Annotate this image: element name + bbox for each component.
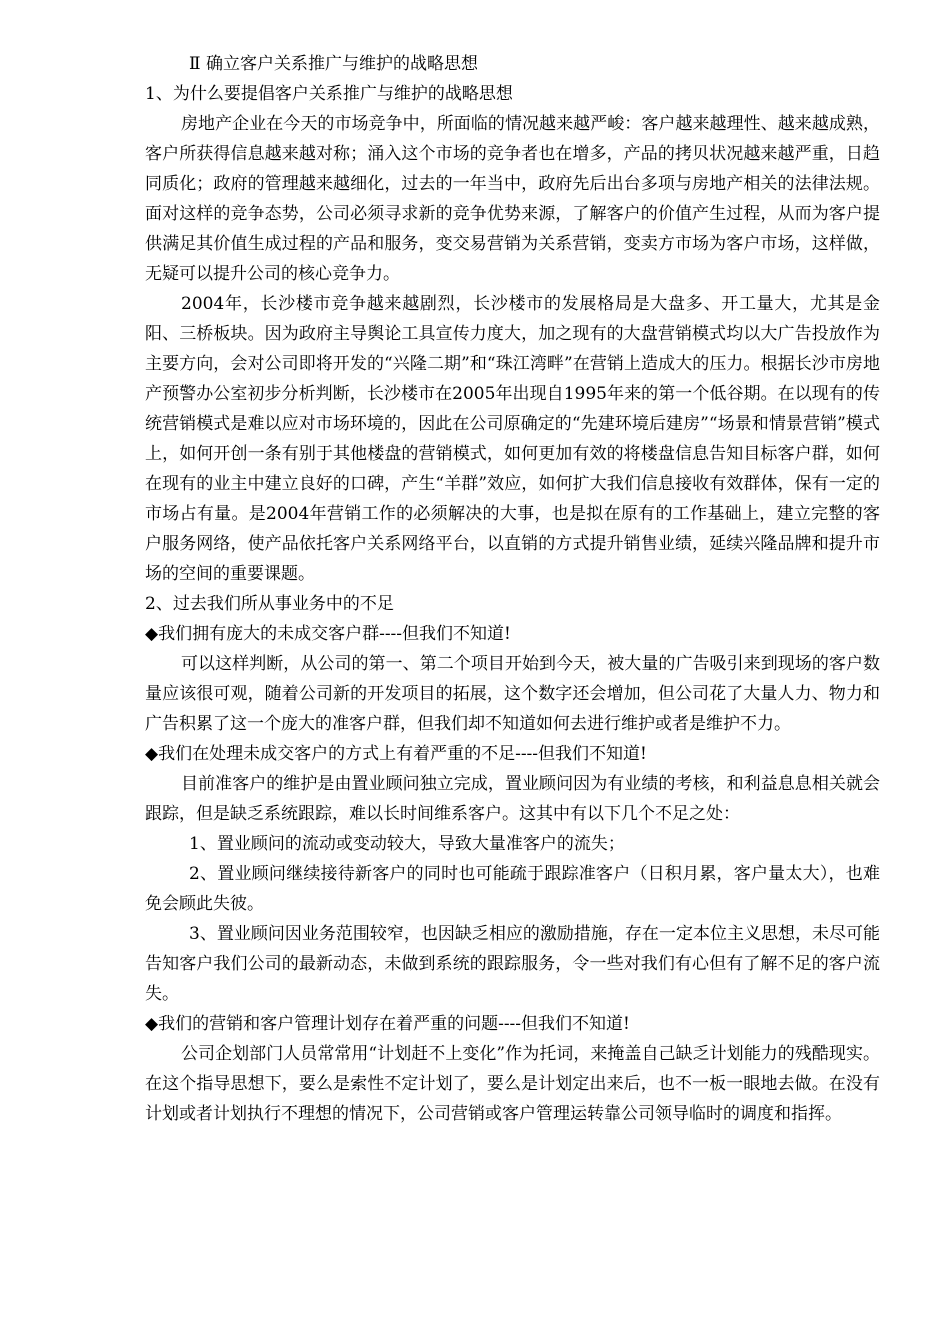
paragraph-market-competition: 房地产企业在今天的市场竞争中，所面临的情况越来越严峻：客户越来越理性、越来越成熟，客户所获得信息越来越对称；涌入这个市场的竞争者也在增多，产品的拷贝状况越来越严重，日趋同质化；政府的管理越来越细化，过去的一年当中，政府先后出台多项与房地产相关的法律法规。面对这样的竞争态势，公司必须寻求新的竞争优势来源，了解客户的价值产生过程，从而为客户提供满足其价值生成过程的产品和服务，变交易营销为关系营销，变卖方市场为客户市场，这样做，无疑可以提升公司的核心竞争力。 (145, 114, 880, 284)
paragraph-planning-reality: 公司企划部门人员常常用“计划赶不上变化”作为托词，来掩盖自己缺乏计划能力的残酷现实。在这个指导思想下，要么是索性不定计划了，要么是计划定出来后，也不一板一眼地去做。在没有计划或者计划执行不理想的情况下，公司营销或客户管理运转靠公司领导临时的调度和指挥。 (145, 1044, 880, 1124)
list-item-narrow-scope: 3、置业顾问因业务范围较窄，也因缺乏相应的激励措施，存在一定本位主义思想，未尽可能告知客户我们公司的最新动态，未做到系统的跟踪服务，令一些对我们有心但有了解不足的客户流失。 (145, 924, 880, 1004)
bullet-planning-problems: ◆我们的营销和客户管理计划存在着严重的问题----但我们不知道! (145, 1014, 630, 1034)
bullet-unclosed-customers: ◆我们拥有庞大的未成交客户群----但我们不知道! (145, 624, 511, 644)
paragraph-consultant-maintenance: 目前准客户的维护是由置业顾问独立完成，置业顾问因为有业绩的考核，和利益息息相关就会跟踪，但是缺乏系统跟踪，难以长时间维系客户。这其中有以下几个不足之处： (145, 774, 880, 824)
document-body (145, 49, 880, 1129)
bullet-handling-deficiency: ◆我们在处理未成交客户的方式上有着严重的不足----但我们不知道! (145, 744, 647, 764)
section-title: Ⅱ 确立客户关系推广与维护的战略思想 (189, 54, 478, 74)
list-item-consultant-turnover: 1、置业顾问的流动或变动较大，导致大量准客户的流失； (189, 834, 625, 854)
heading-past-shortcomings: 2、过去我们所从事业务中的不足 (145, 594, 394, 614)
heading-why-promote: 1、为什么要提倡客户关系推广与维护的战略思想 (145, 84, 513, 104)
paragraph-changsha-market-2004: 2004年，长沙楼市竞争越来越剧烈，长沙楼市的发展格局是大盘多、开工量大，尤其是金阳、三桥板块。因为政府主导舆论工具宣传力度大，加之现有的大盘营销模式均以大广告投放作为主要方向，会对公司即将开发的“兴隆二期”和“珠江湾畔”在营销上造成大的压力。根据长沙市房地产预警办公室初步分析判断，长沙楼市在2005年出现自1995年来的第一个低谷期。在以现有的传统营销模式是难以应对市场环境的，因此在公司原确定的“先建环境后建房”“场景和情景营销”模式上，如何开创一条有别于其他楼盘的营销模式，如何更加有效的将楼盘信息告知目标客户群，如何在现有的业主中建立良好的口碑，产生“羊群”效应，如何扩大我们信息接收有效群体，保有一定的市场占有量。是2004年营销工作的必须解决的大事，也是拟在原有的工作基础上，建立完整的客户服务网络，使产品依托客户关系网络平台，以直销的方式提升销售业绩，延续兴隆品牌和提升市场的空间的重要课题。 (145, 294, 880, 584)
paragraph-customer-volume: 可以这样判断，从公司的第一、第二个项目开始到今天，被大量的广告吸引来到现场的客户数量应该很可观，随着公司新的开发项目的拓展，这个数字还会增加，但公司花了大量人力、物力和广告积累了这一个庞大的准客户群，但我们却不知道如何去进行维护或者是维护不力。 (145, 654, 880, 734)
list-item-new-customer-load: 2、置业顾问继续接待新客户的同时也可能疏于跟踪准客户（日积月累，客户量太大），也难免会顾此失彼。 (145, 864, 880, 914)
